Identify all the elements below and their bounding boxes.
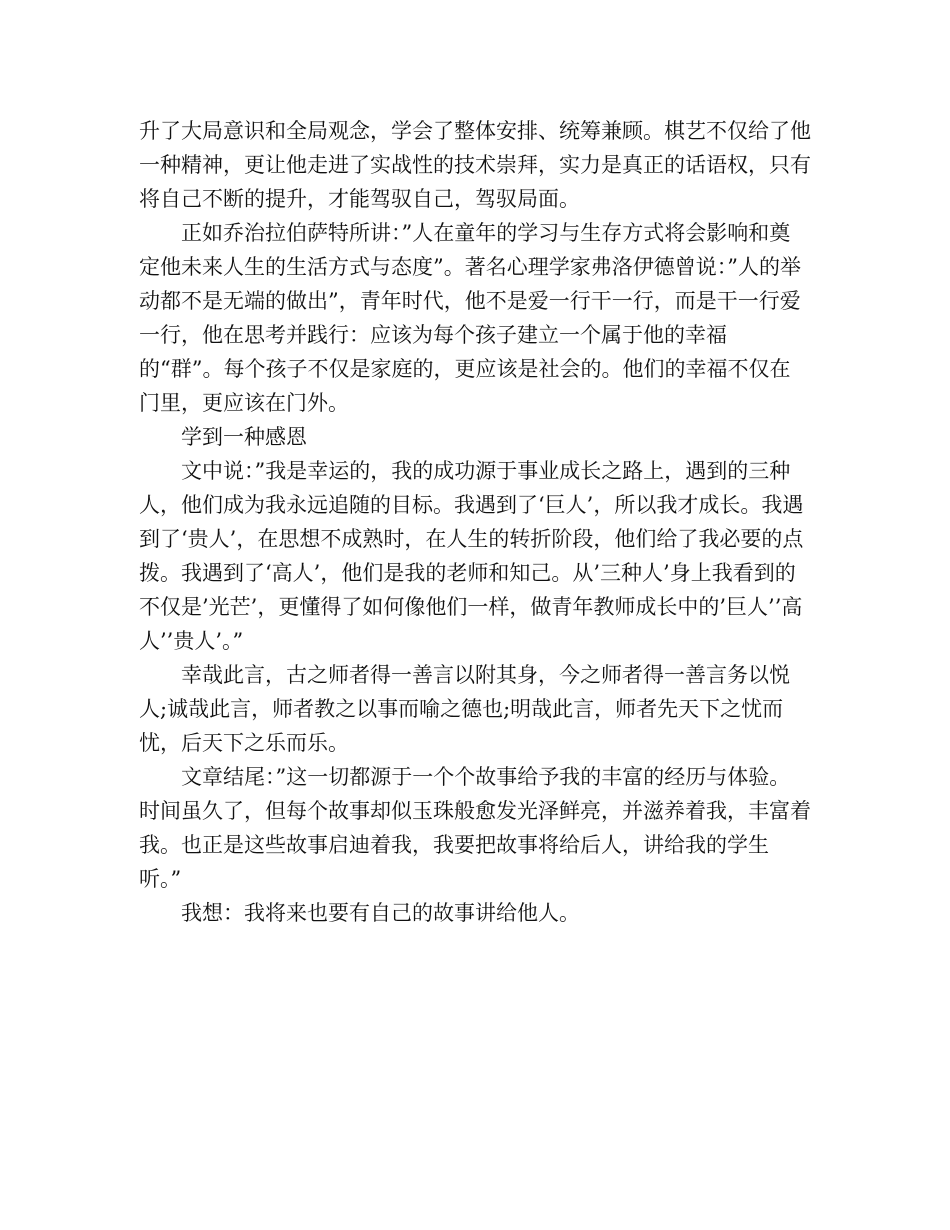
paragraph-2: 正如乔治拉伯萨特所讲：”人在童年的学习与生存方式将会影响和奠定他未来人生的生活方式与态度”。著名心理学家弗洛伊德曾说：”人的举动都不是无端的做出”，青年时代，他不是爱一行干一行，而是干一行爱一行，他在思考并践行：应该为每个孩子建立一个属于他的幸福的“群”。每个孩子不仅是家庭的，更应该是社会的。他们的幸福不仅在门里，更应该在门外。 xyxy=(139,221,801,415)
paragraph-1: 升了大局意识和全局观念，学会了整体安排、统筹兼顾。棋艺不仅给了他一种精神，更让他走进了实战性的技术崇拜，实力是真正的话语权，只有将自己不断的提升，才能驾驭自己，驾驭局面。 xyxy=(139,119,811,211)
paragraph-4: 幸哉此言，古之师者得一善言以附其身，今之师者得一善言务以悦人;诚哉此言，师者教之以事而喻之德也;明哉此言，师者先天下之忧而忧，后天下之乐而乐。 xyxy=(139,663,790,755)
paragraph-6: 我想：我将来也要有自己的故事讲给他人。 xyxy=(181,901,580,925)
document-body xyxy=(139,114,811,930)
section-heading: 学到一种感恩 xyxy=(181,425,307,449)
paragraph-5: 文章结尾：”这一切都源于一个个故事给予我的丰富的经历与体验。时间虽久了，但每个故事却似玉珠般愈发光泽鲜亮，并滋养着我，丰富着我。也正是这些故事启迪着我，我要把故事将给后人，讲给我的学生听。” xyxy=(139,765,811,891)
paragraph-3: 文中说：”我是幸运的，我的成功源于事业成长之路上，遇到的三种人，他们成为我永远追随的目标。我遇到了‘巨人’，所以我才成长。我遇到了‘贵人’，在思想不成熟时，在人生的转折阶段，他们给了我必要的点拨。我遇到了‘高人’，他们是我的老师和知己。从’三种人’身上我看到的不仅是’光芒’，更懂得了如何像他们一样，做青年教师成长中的’巨人’’高人’’贵人’。” xyxy=(139,459,804,653)
